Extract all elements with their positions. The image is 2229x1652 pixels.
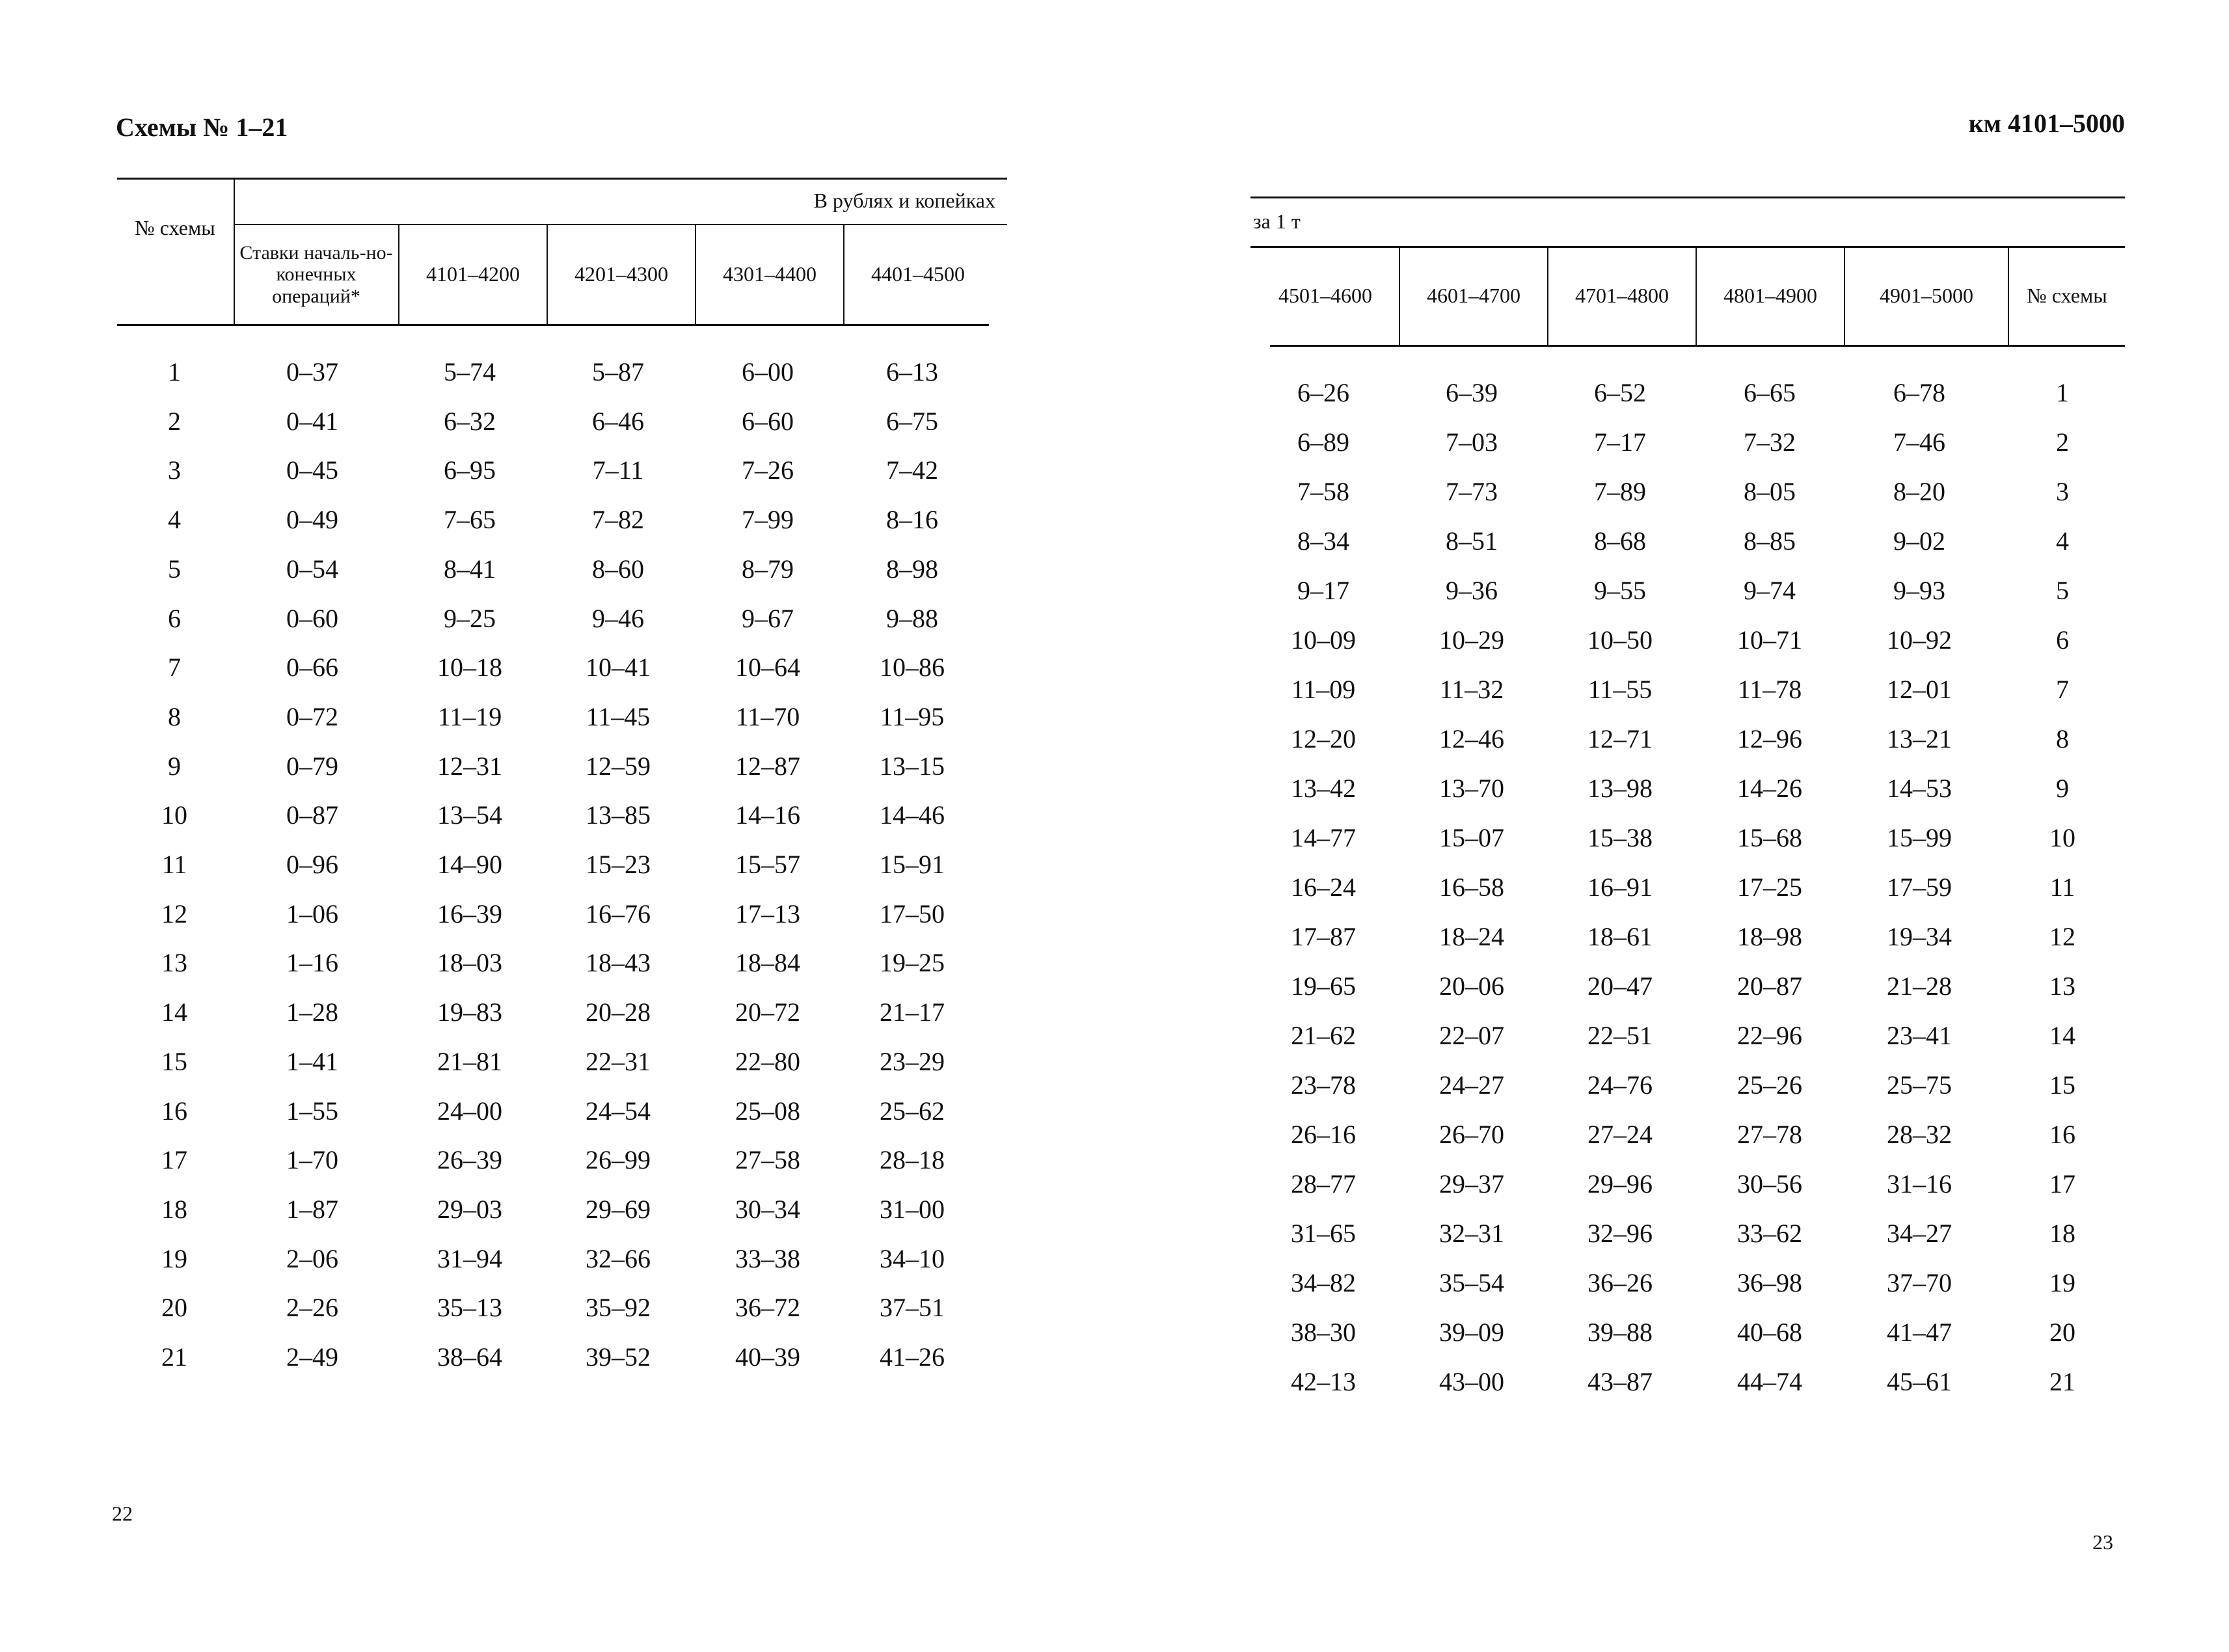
table-cell: 39–09 (1439, 1318, 1504, 1347)
table-cell: 14–90 (437, 850, 502, 879)
table-cell: 29–03 (437, 1194, 502, 1224)
table-cell: 25–26 (1737, 1070, 1802, 1100)
table-cell: 12–87 (735, 751, 800, 781)
table-cell: 7 (168, 653, 181, 683)
table-cell: 22–96 (1737, 1021, 1802, 1050)
table-cell: 32–66 (586, 1243, 651, 1273)
table-cell: 17–59 (1887, 873, 1952, 902)
table-cell: 7–65 (444, 505, 496, 535)
table-cell: 36–98 (1737, 1268, 1802, 1297)
table-cell: 7–82 (592, 505, 644, 535)
table-cell: 9 (168, 751, 181, 781)
table-cell: 6–32 (444, 406, 496, 436)
table-cell: 23–41 (1887, 1021, 1952, 1050)
table-cell: 12–96 (1737, 724, 1802, 753)
table-cell: 13–21 (1887, 724, 1952, 753)
table-cell: 36–26 (1587, 1268, 1653, 1297)
table-cell: 4 (168, 505, 181, 535)
table-cell: 0–87 (286, 800, 338, 830)
left-units-caption: В рублях и копейках (813, 189, 995, 213)
left-col-header-range: 4301–4400 (723, 262, 817, 286)
table-cell: 2–26 (286, 1293, 338, 1323)
table-cell: 10–29 (1439, 625, 1504, 655)
table-cell: 40–68 (1737, 1318, 1802, 1347)
table-cell: 12–46 (1439, 724, 1504, 753)
table-cell: 41–47 (1887, 1318, 1952, 1347)
table-cell: 27–24 (1587, 1120, 1653, 1149)
table-cell: 6–75 (886, 406, 938, 436)
table-cell: 2 (168, 406, 181, 436)
left-page-number: 22 (112, 1502, 133, 1525)
table-cell: 34–82 (1291, 1268, 1356, 1297)
table-cell: 35–54 (1439, 1268, 1504, 1297)
table-cell: 0–37 (286, 357, 338, 386)
right-table-top-rule (1250, 196, 2125, 198)
table-cell: 1–70 (286, 1145, 338, 1175)
table-cell: 0–41 (286, 406, 338, 436)
table-cell: 1–55 (286, 1096, 338, 1126)
table-cell: 7–58 (1297, 477, 1349, 506)
table-cell: 18–03 (437, 948, 502, 978)
table-cell: 38–64 (437, 1342, 502, 1372)
table-cell: 0–72 (286, 701, 338, 731)
table-cell: 16 (161, 1096, 187, 1126)
table-cell: 7–03 (1446, 427, 1498, 457)
table-cell: 14–46 (880, 800, 945, 830)
table-cell: 7–32 (1744, 427, 1796, 457)
table-cell: 12–01 (1887, 675, 1952, 704)
table-cell: 26–99 (586, 1145, 651, 1175)
table-cell: 31–65 (1291, 1219, 1356, 1248)
table-cell: 27–58 (735, 1145, 800, 1175)
table-cell: 39–52 (586, 1342, 651, 1372)
table-cell: 9–93 (1893, 576, 1945, 605)
table-cell: 22–07 (1439, 1021, 1504, 1050)
table-cell: 11–45 (586, 701, 651, 731)
table-cell: 6–46 (592, 406, 644, 436)
right-col-header-scheme: № схемы (2027, 284, 2107, 308)
table-cell: 18 (161, 1194, 187, 1224)
table-cell: 31–16 (1887, 1169, 1952, 1198)
right-page-title: км 4101–5000 (1968, 109, 2125, 138)
table-cell: 20 (161, 1293, 187, 1323)
table-cell: 7–11 (592, 455, 644, 485)
table-cell: 0–54 (286, 554, 338, 584)
table-cell: 9 (2056, 774, 2069, 803)
table-cell: 15–38 (1587, 823, 1653, 852)
table-cell: 27–78 (1737, 1120, 1802, 1149)
table-cell: 7 (2056, 675, 2069, 704)
table-cell: 7–26 (742, 455, 794, 485)
table-cell: 18–98 (1737, 922, 1802, 951)
left-col-header-scheme: № схемы (135, 216, 215, 240)
table-cell: 44–74 (1737, 1367, 1802, 1396)
table-cell: 11 (2049, 873, 2075, 902)
table-cell: 23–78 (1291, 1070, 1356, 1100)
table-cell: 17 (2049, 1169, 2075, 1198)
table-cell: 6–26 (1297, 378, 1349, 407)
table-cell: 2 (2056, 427, 2069, 457)
table-cell: 28–77 (1291, 1169, 1356, 1198)
table-cell: 15–23 (586, 850, 651, 879)
table-cell: 6–60 (742, 406, 794, 436)
table-cell: 15 (2049, 1070, 2075, 1100)
table-cell: 19–83 (437, 997, 502, 1027)
table-cell: 43–87 (1587, 1367, 1653, 1396)
table-cell: 10–41 (586, 653, 651, 683)
table-cell: 1 (2056, 378, 2069, 407)
table-cell: 6–00 (742, 357, 794, 386)
table-cell: 15–57 (735, 850, 800, 879)
table-cell: 7–17 (1594, 427, 1646, 457)
right-col-header-range: 4701–4800 (1575, 284, 1669, 308)
left-col-header-range: 4201–4300 (574, 262, 668, 286)
right-col-header-range: 4901–5000 (1880, 284, 1973, 308)
table-cell: 11–95 (880, 701, 945, 731)
table-cell: 20–47 (1587, 971, 1653, 1001)
table-cell: 13–54 (437, 800, 502, 830)
table-cell: 8–68 (1594, 526, 1646, 556)
table-cell: 6–89 (1297, 427, 1349, 457)
table-cell: 26–39 (437, 1145, 502, 1175)
table-cell: 19 (2049, 1268, 2075, 1297)
table-cell: 9–74 (1744, 576, 1796, 605)
table-cell: 41–26 (880, 1342, 945, 1372)
table-cell: 11–32 (1439, 675, 1504, 704)
table-cell: 2–06 (286, 1243, 338, 1273)
table-cell: 26–70 (1439, 1120, 1504, 1149)
table-cell: 16–91 (1587, 873, 1653, 902)
table-cell: 18 (2049, 1219, 2075, 1248)
table-cell: 20 (2049, 1318, 2075, 1347)
table-cell: 19–34 (1887, 922, 1952, 951)
table-cell: 10 (2049, 823, 2075, 852)
table-cell: 7–99 (742, 505, 794, 535)
table-cell: 21–62 (1291, 1021, 1356, 1050)
table-cell: 10–71 (1737, 625, 1802, 655)
table-cell: 7–73 (1446, 477, 1498, 506)
table-cell: 1–16 (286, 948, 338, 978)
table-cell: 20–72 (735, 997, 800, 1027)
table-cell: 0–45 (286, 455, 338, 485)
table-cell: 17–13 (735, 899, 800, 928)
table-cell: 12–20 (1291, 724, 1356, 753)
table-cell: 22–31 (586, 1046, 651, 1076)
table-cell: 9–17 (1297, 576, 1349, 605)
table-cell: 14–53 (1887, 774, 1952, 803)
table-cell: 8–20 (1893, 477, 1945, 506)
table-cell: 39–88 (1587, 1318, 1653, 1347)
table-cell: 15–07 (1439, 823, 1504, 852)
table-cell: 11–70 (735, 701, 800, 731)
table-cell: 10 (161, 800, 187, 830)
table-cell: 16–24 (1291, 873, 1356, 902)
table-cell: 6 (2056, 625, 2069, 655)
table-cell: 10–18 (437, 653, 502, 683)
table-cell: 11 (161, 850, 187, 879)
table-cell: 36–72 (735, 1293, 800, 1323)
table-cell: 6 (168, 603, 181, 633)
table-cell: 0–96 (286, 850, 338, 879)
right-table-caption-rule (1250, 246, 2125, 248)
table-cell: 8 (2056, 724, 2069, 753)
table-cell: 24–00 (437, 1096, 502, 1126)
table-cell: 40–39 (735, 1342, 800, 1372)
table-cell: 20–28 (586, 997, 651, 1027)
table-cell: 45–61 (1887, 1367, 1952, 1396)
table-cell: 24–76 (1587, 1070, 1653, 1100)
table-cell: 13 (2049, 971, 2075, 1001)
table-cell: 11–09 (1291, 675, 1356, 704)
left-page-title: Схемы № 1–21 (116, 113, 288, 142)
table-cell: 38–30 (1291, 1318, 1356, 1347)
table-cell: 8 (168, 701, 181, 731)
table-cell: 16–58 (1439, 873, 1504, 902)
table-cell: 37–51 (880, 1293, 945, 1323)
table-cell: 24–54 (586, 1096, 651, 1126)
table-cell: 17–50 (880, 899, 945, 928)
table-cell: 8–60 (592, 554, 644, 584)
table-cell: 1–06 (286, 899, 338, 928)
table-cell: 13–85 (586, 800, 651, 830)
table-cell: 9–36 (1446, 576, 1498, 605)
table-cell: 1–28 (286, 997, 338, 1027)
table-cell: 25–08 (735, 1096, 800, 1126)
table-cell: 28–32 (1887, 1120, 1952, 1149)
right-col-header-range: 4601–4700 (1427, 284, 1520, 308)
table-cell: 9–46 (592, 603, 644, 633)
table-cell: 6–95 (444, 455, 496, 485)
table-cell: 10–64 (735, 653, 800, 683)
table-cell: 23–29 (880, 1046, 945, 1076)
table-cell: 29–69 (586, 1194, 651, 1224)
table-cell: 1 (168, 357, 181, 386)
table-cell: 14–77 (1291, 823, 1356, 852)
table-cell: 19 (161, 1243, 187, 1273)
table-cell: 6–65 (1744, 378, 1796, 407)
table-cell: 5–74 (444, 357, 496, 386)
table-cell: 29–96 (1587, 1169, 1653, 1198)
table-cell: 14 (161, 997, 187, 1027)
left-col-header-range: 4101–4200 (426, 262, 520, 286)
table-cell: 9–67 (742, 603, 794, 633)
table-cell: 31–00 (880, 1194, 945, 1224)
table-cell: 12–31 (437, 751, 502, 781)
table-cell: 14–16 (735, 800, 800, 830)
table-cell: 30–34 (735, 1194, 800, 1224)
table-cell: 13–15 (880, 751, 945, 781)
table-cell: 0–79 (286, 751, 338, 781)
table-cell: 11–78 (1737, 675, 1802, 704)
table-cell: 6–78 (1893, 378, 1945, 407)
table-cell: 0–49 (286, 505, 338, 535)
table-cell: 7–46 (1893, 427, 1945, 457)
table-cell: 17–87 (1291, 922, 1356, 951)
table-cell: 32–96 (1587, 1219, 1653, 1248)
table-cell: 9–02 (1893, 526, 1945, 556)
table-cell: 33–62 (1737, 1219, 1802, 1248)
table-cell: 19–25 (880, 948, 945, 978)
table-cell: 34–27 (1887, 1219, 1952, 1248)
table-cell: 35–13 (437, 1293, 502, 1323)
table-cell: 8–05 (1744, 477, 1796, 506)
table-cell: 18–24 (1439, 922, 1504, 951)
table-cell: 24–27 (1439, 1070, 1504, 1100)
table-cell: 15 (161, 1046, 187, 1076)
table-cell: 8–85 (1744, 526, 1796, 556)
table-cell: 22–80 (735, 1046, 800, 1076)
left-table-header-rule (117, 324, 989, 326)
table-cell: 0–66 (286, 653, 338, 683)
left-table-caption-rule (234, 224, 1007, 225)
table-cell: 22–51 (1587, 1021, 1653, 1050)
table-cell: 35–92 (586, 1293, 651, 1323)
table-cell: 11–55 (1587, 675, 1653, 704)
table-cell: 10–92 (1887, 625, 1952, 655)
table-cell: 26–16 (1291, 1120, 1356, 1149)
table-cell: 8–79 (742, 554, 794, 584)
table-cell: 8–34 (1297, 526, 1349, 556)
table-cell: 42–13 (1291, 1367, 1356, 1396)
table-cell: 12–71 (1587, 724, 1653, 753)
table-cell: 6–52 (1594, 378, 1646, 407)
table-cell: 43–00 (1439, 1367, 1504, 1396)
table-cell: 3 (2056, 477, 2069, 506)
table-cell: 9–88 (886, 603, 938, 633)
table-cell: 8–41 (444, 554, 496, 584)
table-cell: 14–26 (1737, 774, 1802, 803)
table-cell: 21–81 (437, 1046, 502, 1076)
table-cell: 2–49 (286, 1342, 338, 1372)
table-cell: 32–31 (1439, 1219, 1504, 1248)
table-cell: 15–68 (1737, 823, 1802, 852)
left-col-header-range: 4401–4500 (871, 262, 965, 286)
table-cell: 21–17 (880, 997, 945, 1027)
table-cell: 17–25 (1737, 873, 1802, 902)
table-cell: 4 (2056, 526, 2069, 556)
table-cell: 18–43 (586, 948, 651, 978)
table-cell: 6–39 (1446, 378, 1498, 407)
right-col-header-range: 4501–4600 (1278, 284, 1372, 308)
table-cell: 8–16 (886, 505, 938, 535)
table-cell: 16 (2049, 1120, 2075, 1149)
table-cell: 5 (168, 554, 181, 584)
table-cell: 18–61 (1587, 922, 1653, 951)
table-cell: 5–87 (592, 357, 644, 386)
table-cell: 16–39 (437, 899, 502, 928)
table-cell: 1–41 (286, 1046, 338, 1076)
table-cell: 28–18 (880, 1145, 945, 1175)
table-cell: 31–94 (437, 1243, 502, 1273)
table-cell: 14 (2049, 1021, 2075, 1050)
right-page-number: 23 (2092, 1530, 2113, 1554)
right-col-header-range: 4801–4900 (1723, 284, 1817, 308)
table-cell: 37–70 (1887, 1268, 1952, 1297)
table-cell: 20–87 (1737, 971, 1802, 1001)
table-cell: 25–75 (1887, 1070, 1952, 1100)
table-cell: 0–60 (286, 603, 338, 633)
table-cell: 33–38 (735, 1243, 800, 1273)
table-cell: 10–09 (1291, 625, 1356, 655)
table-cell: 12 (161, 899, 187, 928)
table-cell: 7–89 (1594, 477, 1646, 506)
table-cell: 7–42 (886, 455, 938, 485)
table-cell: 8–98 (886, 554, 938, 584)
table-cell: 9–25 (444, 603, 496, 633)
table-cell: 21–28 (1887, 971, 1952, 1001)
table-cell: 5 (2056, 576, 2069, 605)
table-cell: 8–51 (1446, 526, 1498, 556)
table-cell: 13–98 (1587, 774, 1653, 803)
table-cell: 10–50 (1587, 625, 1653, 655)
table-cell: 6–13 (886, 357, 938, 386)
table-cell: 19–65 (1291, 971, 1356, 1001)
table-cell: 30–56 (1737, 1169, 1802, 1198)
table-cell: 17 (161, 1145, 187, 1175)
table-cell: 12 (2049, 922, 2075, 951)
table-cell: 21 (161, 1342, 187, 1372)
table-cell: 25–62 (880, 1096, 945, 1126)
left-col-header-rates: Ставки началь-но-конечных операций* (239, 241, 393, 307)
table-cell: 16–76 (586, 899, 651, 928)
left-table-divider (234, 178, 235, 325)
table-cell: 15–99 (1887, 823, 1952, 852)
table-cell: 20–06 (1439, 971, 1504, 1001)
table-cell: 12–59 (586, 751, 651, 781)
table-cell: 13 (161, 948, 187, 978)
table-cell: 10–86 (880, 653, 945, 683)
table-cell: 21 (2049, 1367, 2075, 1396)
table-cell: 34–10 (880, 1243, 945, 1273)
table-cell: 3 (168, 455, 181, 485)
table-cell: 18–84 (735, 948, 800, 978)
table-cell: 9–55 (1594, 576, 1646, 605)
table-cell: 13–42 (1291, 774, 1356, 803)
table-cell: 11–19 (437, 701, 502, 731)
table-cell: 1–87 (286, 1194, 338, 1224)
table-cell: 29–37 (1439, 1169, 1504, 1198)
table-cell: 15–91 (880, 850, 945, 879)
table-cell: 13–70 (1439, 774, 1504, 803)
right-units-caption: за 1 т (1253, 210, 1301, 234)
